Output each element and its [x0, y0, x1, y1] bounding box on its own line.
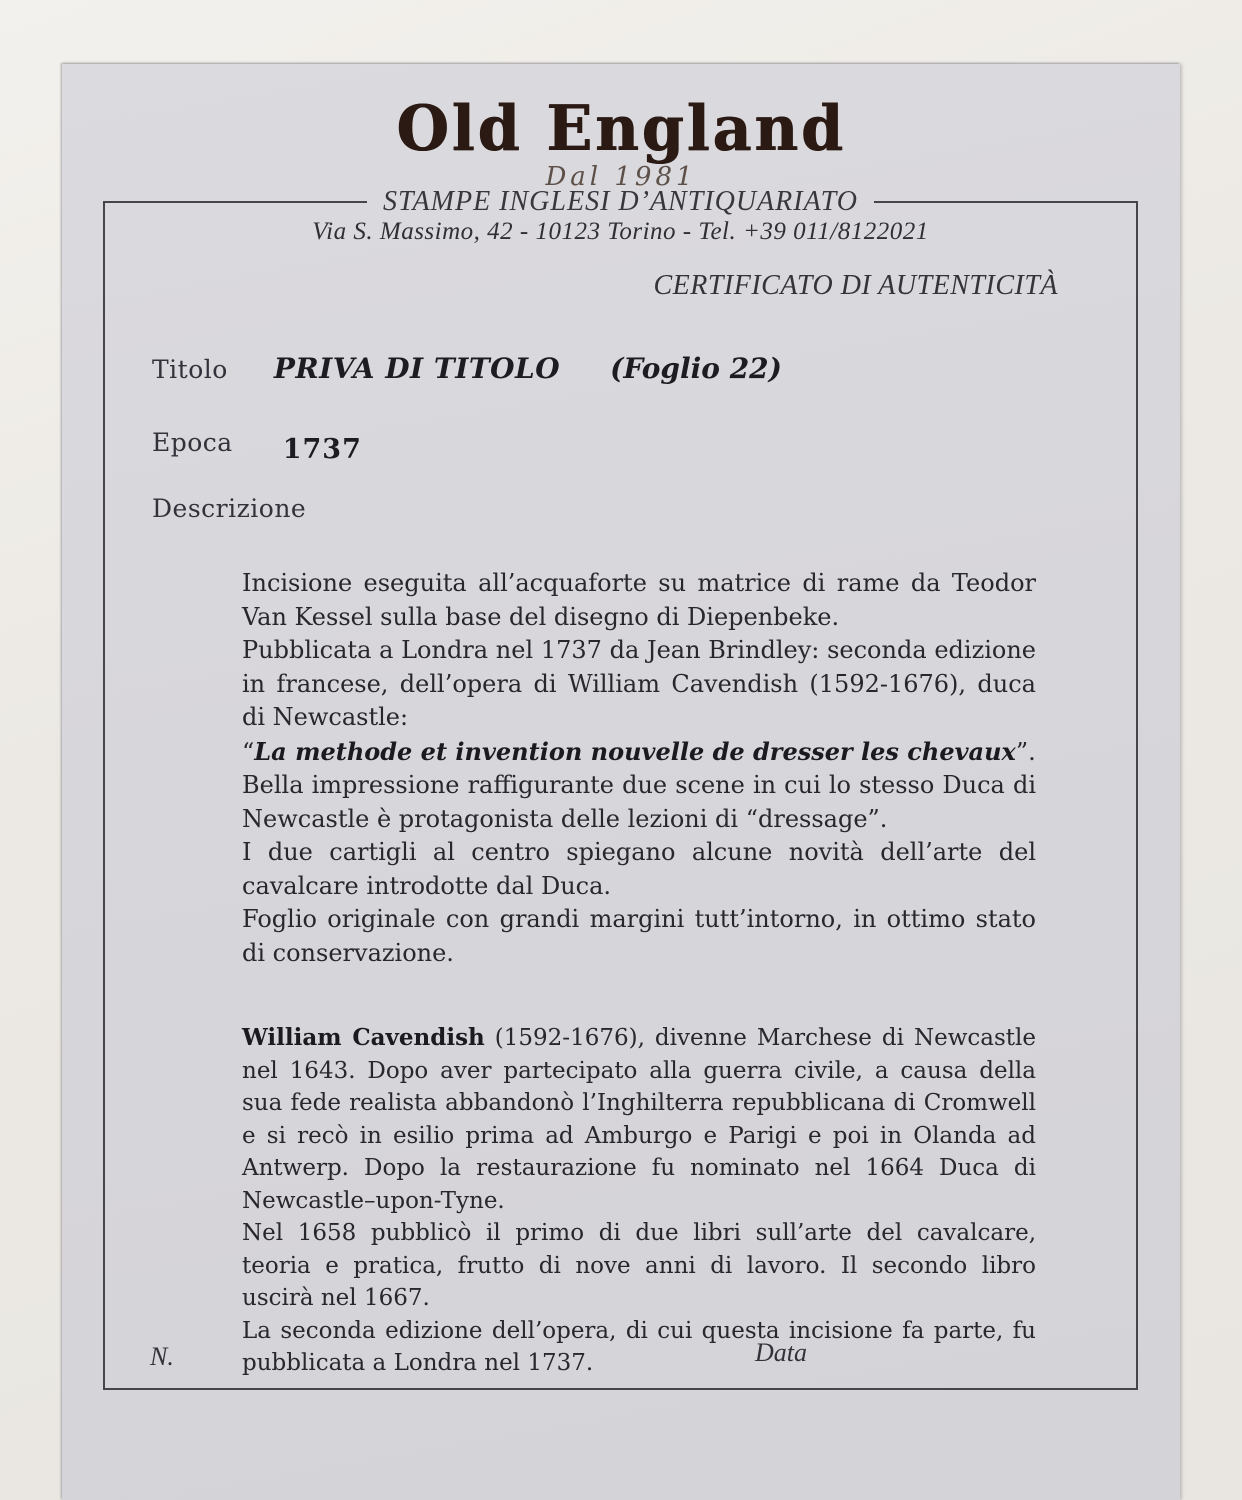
quote-close: ”.	[1015, 737, 1036, 766]
biography-text-block	[242, 1022, 1036, 1380]
description-work-title-line	[242, 735, 1036, 770]
field-descrizione	[105, 494, 1136, 523]
number-label: N.	[150, 1342, 174, 1371]
biography-paragraph-rest: (1592-1676), divenne Marchese di Newcastle nel 1643. Dopo aver partecipato alla guerra civile, a causa della sua fede realista abbandonò l’Inghilterra repubblicana di Cromwell e si recò in esilio prima ad Amburgo e Parigi e poi in Olanda ad Antwerp. Dopo la restaurazione fu nominato nel 1664 Duca di Newcastle–upon-Tyne.	[242, 1025, 1036, 1214]
tagline-rule-left	[103, 201, 367, 203]
brand-since-script: Dal 1981	[545, 162, 697, 192]
description-text-block	[242, 567, 1036, 970]
tagline: STAMPE INGLESI D’ANTIQUARIATO	[383, 186, 858, 217]
tagline-rule-row	[103, 186, 1138, 218]
date-label: Data	[755, 1338, 807, 1367]
brand-logo-text: Old England	[396, 92, 846, 166]
epoca-value: 1737	[282, 434, 362, 465]
descrizione-label: Descrizione	[152, 494, 307, 523]
scanned-certificate-paper	[62, 64, 1180, 1500]
field-titolo	[105, 352, 1136, 385]
field-epoca	[105, 427, 1136, 465]
titolo-note: (Foglio 22)	[610, 352, 782, 385]
titolo-label: Titolo	[152, 355, 228, 384]
description-paragraph: Bella impressione raffigurante due scene in cui lo stesso Duca di Newcastle è protagonista delle lezioni di “dressage”.	[242, 771, 1036, 833]
tagline-rule-right	[874, 201, 1138, 203]
biography-subject-name: William Cavendish	[242, 1024, 485, 1051]
description-paragraph: Foglio originale con grandi margini tutt’intorno, in ottimo stato di conservazione.	[242, 905, 1036, 967]
description-paragraph: I due cartigli al centro spiegano alcune novità dell’arte del cavalcare introdotte dal Duca.	[242, 838, 1036, 900]
certificate-title: CERTIFICATO DI AUTENTICITÀ	[653, 270, 1058, 301]
work-title: La methode et invention nouvelle de dresser les chevaux	[254, 736, 1016, 766]
quote-open: “	[242, 737, 255, 766]
epoca-label: Epoca	[152, 428, 233, 457]
certificate-border-box	[103, 186, 1138, 1390]
biography-paragraph: Nel 1658 pubblicò il primo di due libri sull’arte del cavalcare, teoria e pratica, frutto di nove anni di lavoro. Il secondo libro uscirà nel 1667.	[242, 1220, 1036, 1311]
biography-paragraph: La seconda edizione dell’opera, di cui questa incisione fa parte, fu pubblicata a Londra nel 1737.	[242, 1317, 1036, 1376]
titolo-value: PRIVA DI TITOLO	[273, 352, 561, 385]
description-paragraph: Pubblicata a Londra nel 1737 da Jean Brindley: seconda edizione in francese, dell’opera di William Cavendish (1592-1676), duca di Newcastle:	[242, 636, 1036, 731]
biography-paragraph	[242, 1022, 1036, 1217]
shop-address: Via S. Massimo, 42 - 10123 Torino - Tel. +39 011/8122021	[312, 218, 929, 245]
description-paragraph: Incisione eseguita all’acquaforte su matrice di rame da Teodor Van Kessel sulla base del disegno di Diepenbeke.	[242, 569, 1036, 631]
